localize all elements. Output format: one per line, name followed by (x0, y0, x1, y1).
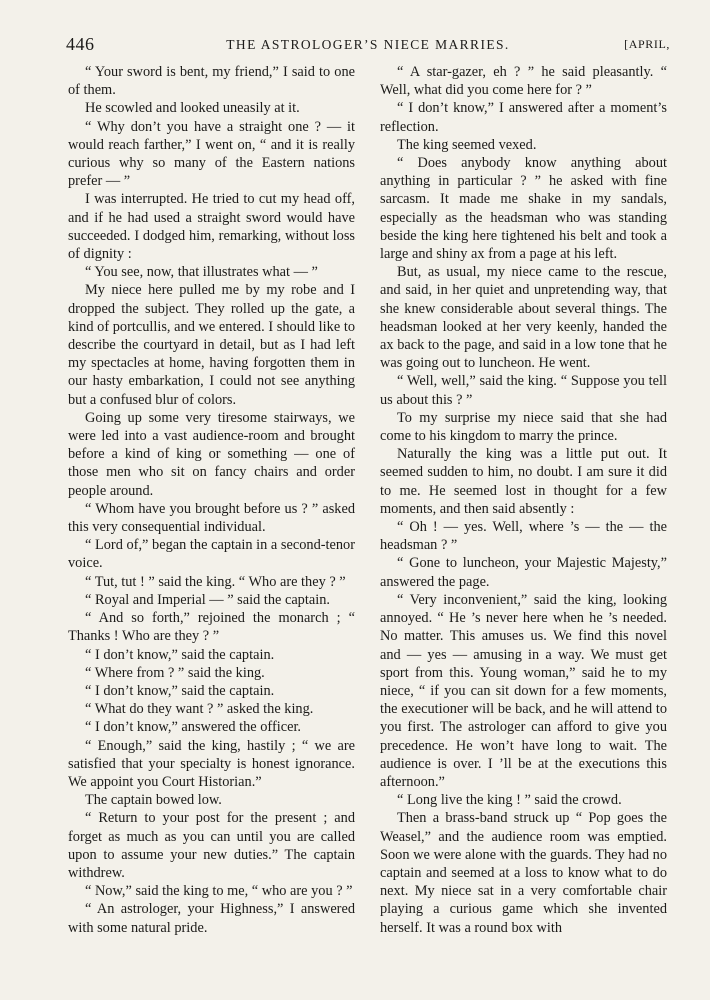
running-title: THE ASTROLOGER’S NIECE MARRIES. (226, 37, 510, 52)
paragraph: “ Your sword is bent, my friend,” I said to one of them. (68, 64, 355, 99)
paragraph: “ You see, now, that illustrates what — ” (85, 264, 318, 281)
paragraph: “ I don’t know,” answered the officer. (85, 719, 302, 736)
paragraph: Then a brass-band struck up “ Pop goes the Weasel,” and the audience room was emptied. Soon we were alone with the guards. They had no captain and seemed at a loss to know what to do next. My niece sat in a very comfortable chair playing a curious game which she invented herself. It was a round box with (380, 810, 667, 936)
paragraph: “ Gone to luncheon, your Majestic Majesty,” answered the page. (380, 555, 667, 590)
paragraph: “ And so forth,” rejoined the monarch ; “ Thanks ! Who are they ? ” (68, 610, 355, 645)
paragraph: Going up some very tiresome stairways, we were led into a vast audience-room and brought before a kind of king or something — one of those men who sit on fancy chairs and order people around. (68, 409, 355, 499)
paragraph: “ Now,” said the king to me, “ who are you ? ” (85, 883, 353, 900)
paragraph: “ Return to your post for the present ; and forget as much as you can until you are called upon to assume your new duties.” The captain withdrew. (68, 810, 355, 881)
paragraph: “ I don’t know,” said the captain. (85, 646, 275, 663)
paragraph: “ A star-gazer, eh ? ” he said pleasantly. “ Well, what did you come here for ? ” (380, 64, 667, 99)
paragraph: “ I don’t know,” said the captain. (85, 682, 275, 699)
right-column (380, 63, 667, 937)
paragraph: The king seemed vexed. (397, 136, 537, 153)
paragraph: The captain bowed low. (85, 792, 222, 809)
paragraph: “ An astrologer, your Highness,” I answered with some natural pride. (68, 901, 355, 936)
paragraph: “ Lord of,” began the captain in a second-tenor voice. (68, 537, 355, 572)
paragraph: I was interrupted. He tried to cut my head off, and if he had used a straight sword would have succeeded. I dodged him, remarking, without loss of dignity : (68, 191, 355, 263)
paragraph: “ Well, well,” said the king. “ Suppose you tell us about this ? ” (380, 373, 667, 408)
paragraph: Naturally the king was a little put out. It seemed sudden to him, no doubt. I am sure it did to me. He seemed lost in thought for a few moments, and then said absently : (380, 446, 667, 517)
paragraph: “ Very inconvenient,” said the king, looking annoyed. “ He ’s never here when he ’s needed. No matter. This amuses us. We find this novel and — yes — amusing in a way. We must get sport from this. Young woman,” said he to my niece, “ if you can sit down for a few moments, the executioner will be back, and he will attend to you first. The astrologer can afford to give you precedence. He won’t have long to wait. The audience is over. I ’ll be at the executions this afternoon.” (380, 591, 667, 790)
paragraph: “ Does anybody know anything about anything in particular ? ” he asked with fine sarcasm. It made me shake in my sandals, especially as the headsman who was standing beside the king here tightened his belt and took a large and shiny ax from a page at his left. (380, 155, 667, 263)
paragraph: To my surprise my niece said that she had come to his kingdom to marry the prince. (380, 409, 667, 445)
paragraph: “ I don’t know,” I answered after a moment’s reflection. (380, 100, 667, 135)
paragraph: “ Where from ? ” said the king. (85, 664, 265, 681)
paragraph: He scowled and looked uneasily at it. (85, 100, 300, 117)
paragraph: “ Royal and Imperial — ” said the captain. (85, 591, 330, 608)
paragraph: But, as usual, my niece came to the rescue, and said, in her quiet and unpretending way, that she knew considerable about several things. The headsman looked at her very keenly, handed the ax back to the page, and said in a low tone that he was going out to luncheon. He went. (380, 264, 667, 372)
page-number: 446 (66, 34, 95, 54)
paragraph: “ Whom have you brought before us ? ” asked this very consequential individual. (68, 500, 355, 536)
paragraph: “ Enough,” said the king, hastily ; “ we are satisfied that your specialty is honest ignorance. We appoint you Court Historian.” (68, 737, 355, 790)
paragraph: “ Why don’t you have a straight one ? — it would reach farther,” I went on, “ and it is really curious why so many of the Eastern nations prefer — ” (68, 118, 355, 190)
page-header (66, 34, 670, 58)
paragraph: My niece here pulled me by my robe and I dropped the subject. They rolled up the gate, a kind of portcullis, and we entered. I should like to describe the courtyard in detail, but as I had left my spectacles at home, having forgotten them in our hasty embarkation, I could not see anything but a confused blur of colors. (68, 282, 355, 408)
paragraph: “ Long live the king ! ” said the crowd. (397, 792, 622, 809)
paragraph: “ Tut, tut ! ” said the king. “ Who are they ? ” (85, 573, 346, 590)
left-column (68, 63, 355, 937)
paragraph: “ Oh ! — yes. Well, where ’s — the — the headsman ? ” (380, 519, 667, 554)
paragraph: “ What do they want ? ” asked the king. (85, 701, 314, 718)
issue-month: [APRIL, (624, 37, 670, 51)
